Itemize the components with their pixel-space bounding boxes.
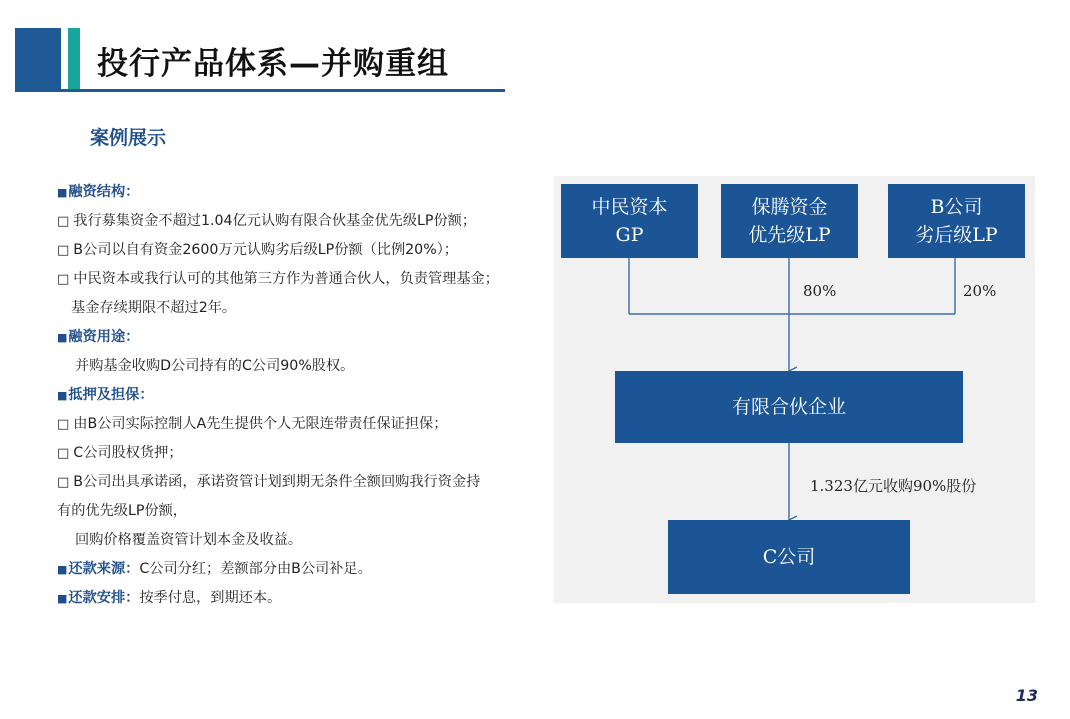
list-item: □ 我行募集资金不超过1.04亿元认购有限合伙基金优先级LP份额； (57, 213, 477, 229)
partnership-node: 有限合伙企业 (615, 371, 963, 443)
case-description (57, 178, 557, 613)
use-of-funds-body: 并购基金收购D公司持有的C公司90%股权。 (75, 358, 355, 374)
list-item: □ C公司股权货押； (57, 445, 183, 461)
header-accent-stripe (68, 28, 80, 90)
structure-diagram (554, 176, 1035, 603)
section-subtitle: 案例展示 (90, 127, 167, 149)
square-bullet-icon: ■ (57, 389, 68, 402)
list-item: □ B公司出具承诺函，承诺资管计划到期无条件全额回购我行资金持 (57, 474, 481, 490)
checkbox-bullet-icon: □ (57, 214, 70, 229)
acquisition-label: 1.323亿元收购90%股份 (810, 477, 977, 495)
collateral-heading: ■抵押及担保： (57, 387, 154, 403)
financing-structure-heading: ■融资结构： (57, 184, 140, 200)
checkbox-bullet-icon: □ (57, 475, 70, 490)
page-title: 投行产品体系—并购重组 (97, 46, 449, 82)
senior-lp-node: 保腾资金 优先级LP (721, 184, 858, 258)
square-bullet-icon: ■ (57, 331, 68, 344)
square-bullet-icon: ■ (57, 592, 68, 605)
title-underline (15, 89, 505, 92)
header-accent-bar (15, 28, 61, 90)
junior-lp-node: B公司 劣后级LP (888, 184, 1025, 258)
list-item: □ 由B公司实际控制人A先生提供个人无限连带责任保证担保； (57, 416, 448, 432)
list-item: □ 中民资本或我行认可的其他第三方作为普通合伙人，负责管理基金； (57, 271, 499, 287)
square-bullet-icon: ■ (57, 563, 68, 576)
square-bullet-icon: ■ (57, 186, 68, 199)
checkbox-bullet-icon: □ (57, 243, 70, 258)
gp-node: 中民资本 GP (561, 184, 698, 258)
checkbox-bullet-icon: □ (57, 272, 70, 287)
senior-share-label: 80% (803, 282, 837, 300)
list-item-continuation: 回购价格覆盖资管计划本金及收益。 (75, 532, 303, 548)
list-item-continuation: 基金存续期限不超过2年。 (71, 300, 237, 316)
repayment-source: ■还款来源：C公司分红；差额部分由B公司补足。 (57, 561, 372, 577)
checkbox-bullet-icon: □ (57, 417, 70, 432)
page-number: 13 (1015, 686, 1038, 705)
list-item-continuation: 有的优先级LP份额， (57, 503, 187, 519)
repayment-plan: ■还款安排：按季付息，到期还本。 (57, 590, 282, 606)
checkbox-bullet-icon: □ (57, 446, 70, 461)
list-item: □ B公司以自有资金2600万元认购劣后级LP份额（比例20%）； (57, 242, 458, 258)
junior-share-label: 20% (963, 282, 997, 300)
target-company-node: C公司 (668, 520, 910, 594)
use-of-funds-heading: ■融资用途： (57, 329, 140, 345)
